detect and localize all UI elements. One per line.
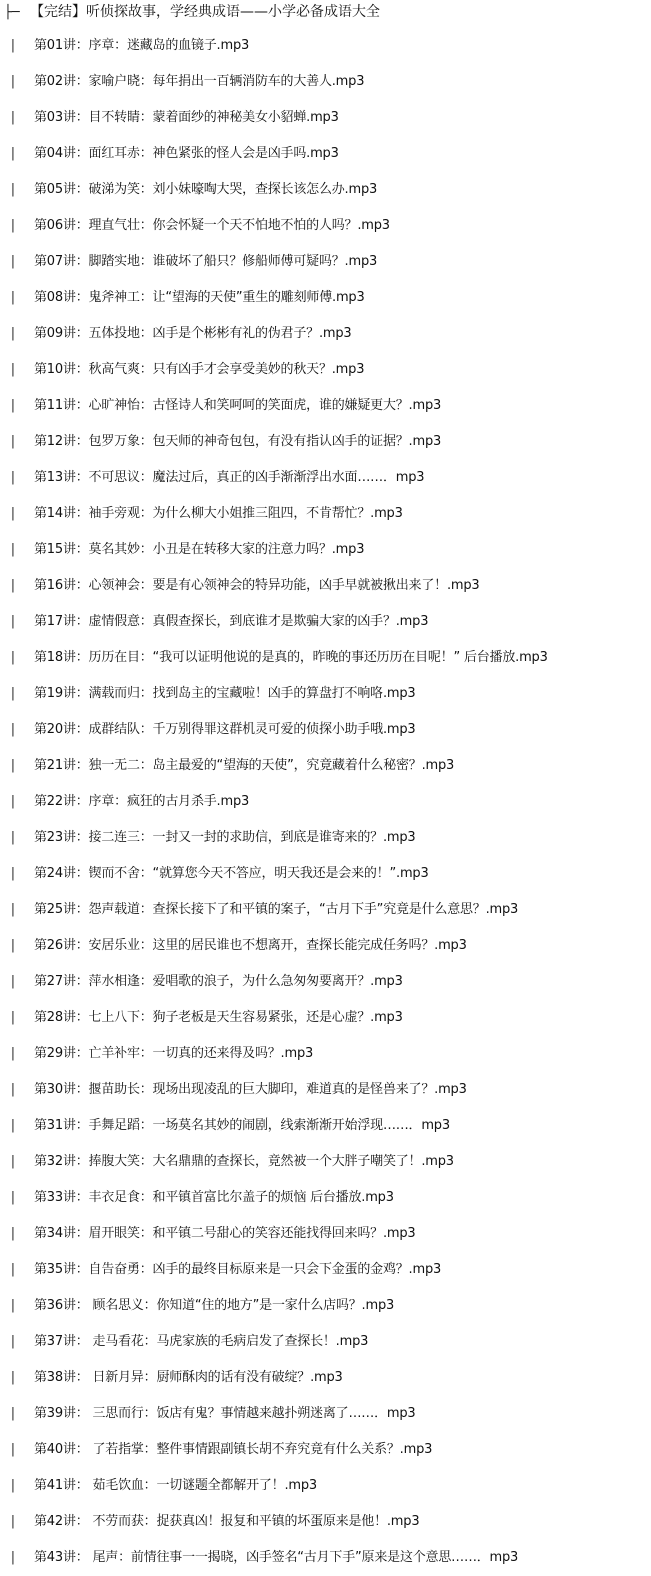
file-name: 第38讲： 日新月异：厨师酥肉的话有没有破绽？.mp3 (34, 1370, 343, 1385)
file-item[interactable] (0, 1144, 651, 1180)
tree-pipe-connector: | (9, 326, 17, 341)
file-item[interactable] (0, 1360, 651, 1396)
file-item[interactable] (0, 568, 651, 604)
file-item[interactable] (0, 1288, 651, 1324)
file-name: 第31讲：手舞足蹈：一场莫名其妙的闹剧，线索渐渐开始浮现……．mp3 (34, 1118, 450, 1133)
tree-pipe-connector: | (9, 1118, 17, 1133)
tree-pipe-connector: | (9, 794, 17, 809)
tree-pipe-connector: | (9, 758, 17, 773)
tree-pipe-connector: | (9, 1550, 17, 1565)
tree-pipe-connector: | (9, 218, 17, 233)
file-item[interactable] (0, 136, 651, 172)
file-item[interactable] (0, 100, 651, 136)
file-name: 第37讲： 走马看花：马虎家族的毛病启发了查探长！.mp3 (34, 1334, 369, 1349)
file-name: 第11讲：心旷神怡：古怪诗人和笑呵呵的笑面虎，谁的嫌疑更大？.mp3 (34, 398, 442, 413)
file-item[interactable] (0, 1540, 651, 1576)
file-name: 第15讲：莫名其妙：小丑是在转移大家的注意力吗？.mp3 (34, 542, 365, 557)
file-name: 第34讲：眉开眼笑：和平镇二号甜心的笑容还能找得回来吗？.mp3 (34, 1226, 416, 1241)
file-item[interactable] (0, 1432, 651, 1468)
file-list (0, 28, 651, 1576)
tree-pipe-connector: | (9, 74, 17, 89)
tree-pipe-connector: | (9, 1298, 17, 1313)
file-name: 第24讲：锲而不舍：“就算您今天不答应，明天我还是会来的！”.mp3 (34, 866, 429, 881)
file-item[interactable] (0, 172, 651, 208)
tree-pipe-connector: | (9, 182, 17, 197)
file-name: 第27讲：萍水相逢：爱唱歌的浪子，为什么急匆匆要离开？.mp3 (34, 974, 403, 989)
file-item[interactable] (0, 1252, 651, 1288)
file-item[interactable] (0, 460, 651, 496)
tree-pipe-connector: | (9, 722, 17, 737)
file-item[interactable] (0, 1396, 651, 1432)
file-item[interactable] (0, 1000, 651, 1036)
file-item[interactable] (0, 1324, 651, 1360)
tree-pipe-connector: | (9, 506, 17, 521)
tree-pipe-connector: | (9, 398, 17, 413)
tree-pipe-connector: | (9, 38, 17, 53)
tree-pipe-connector: | (9, 1406, 17, 1421)
tree-pipe-connector: | (9, 1082, 17, 1097)
tree-pipe-connector: | (9, 362, 17, 377)
tree-pipe-connector: | (9, 1154, 17, 1169)
file-item[interactable] (0, 532, 651, 568)
tree-pipe-connector: | (9, 1226, 17, 1241)
file-name: 第10讲：秋高气爽：只有凶手才会享受美妙的秋天？.mp3 (34, 362, 365, 377)
file-name: 第16讲：心领神会：要是有心领神会的特异功能，凶手早就被揪出来了！.mp3 (34, 578, 480, 593)
file-name: 第39讲： 三思而行：饭店有鬼？事情越来越扑朔迷离了……．mp3 (34, 1406, 416, 1421)
file-item[interactable] (0, 820, 651, 856)
file-name: 第43讲： 尾声：前情往事一一揭晓，凶手签名“古月下手”原来是这个意思……．mp3 (34, 1550, 519, 1565)
file-item[interactable] (0, 388, 651, 424)
tree-pipe-connector: | (9, 146, 17, 161)
file-item[interactable] (0, 208, 651, 244)
file-item[interactable] (0, 892, 651, 928)
file-name: 第33讲：丰衣足食：和平镇首富比尔盖子的烦恼 后台播放.mp3 (34, 1190, 394, 1205)
tree-pipe-connector: | (9, 254, 17, 269)
file-item[interactable] (0, 640, 651, 676)
file-item[interactable] (0, 496, 651, 532)
file-item[interactable] (0, 1216, 651, 1252)
file-name: 第17讲：虚情假意：真假查探长，到底谁才是欺骗大家的凶手？.mp3 (34, 614, 429, 629)
file-name: 第30讲：揠苗助长：现场出现凌乱的巨大脚印，难道真的是怪兽来了？.mp3 (34, 1082, 467, 1097)
file-item[interactable] (0, 1468, 651, 1504)
file-name: 第02讲：家喻户晓：每年捐出一百辆消防车的大善人.mp3 (34, 74, 365, 89)
file-name: 第23讲：接二连三：一封又一封的求助信，到底是谁寄来的？.mp3 (34, 830, 416, 845)
file-item[interactable] (0, 244, 651, 280)
file-name: 第22讲：序章：疯狂的古月杀手.mp3 (34, 794, 250, 809)
file-item[interactable] (0, 1180, 651, 1216)
file-name: 第41讲： 茹毛饮血：一切谜题全都解开了！.mp3 (34, 1478, 317, 1493)
file-item[interactable] (0, 1036, 651, 1072)
tree-pipe-connector: | (9, 1010, 17, 1025)
file-name: 第05讲：破涕为笑：刘小妹嚎啕大哭，查探长该怎么办.mp3 (34, 182, 378, 197)
tree-pipe-connector: | (9, 1514, 17, 1529)
file-item[interactable] (0, 676, 651, 712)
tree-pipe-connector: | (9, 938, 17, 953)
file-name: 第12讲：包罗万象：包天师的神奇包包，有没有指认凶手的证据？.mp3 (34, 434, 442, 449)
file-name: 第28讲：七上八下：狗子老板是天生容易紧张，还是心虚？.mp3 (34, 1010, 403, 1025)
file-item[interactable] (0, 1108, 651, 1144)
tree-pipe-connector: | (9, 578, 17, 593)
tree-pipe-connector: | (9, 1370, 17, 1385)
file-name: 第21讲：独一无二：岛主最爱的“望海的天使”，究竟藏着什么秘密？.mp3 (34, 758, 455, 773)
file-name: 第06讲：理直气壮：你会怀疑一个天不怕地不怕的人吗？.mp3 (34, 218, 390, 233)
file-name: 第19讲：满载而归：找到岛主的宝藏啦！凶手的算盘打不响咯.mp3 (34, 686, 416, 701)
tree-pipe-connector: | (9, 686, 17, 701)
file-name: 第35讲：自告奋勇：凶手的最终目标原来是一只会下金蛋的金鸡？.mp3 (34, 1262, 442, 1277)
tree-pipe-connector: | (9, 434, 17, 449)
file-item[interactable] (0, 712, 651, 748)
tree-pipe-connector: | (9, 614, 17, 629)
file-name: 第40讲： 了若指掌：整件事情跟副镇长胡不弃究竟有什么关系？.mp3 (34, 1442, 433, 1457)
tree-pipe-connector: | (9, 830, 17, 845)
tree-pipe-connector: | (9, 1046, 17, 1061)
tree-pipe-connector: | (9, 902, 17, 917)
tree-pipe-connector: | (9, 866, 17, 881)
tree-pipe-connector: | (9, 650, 17, 665)
file-item[interactable] (0, 1072, 651, 1108)
tree-pipe-connector: | (9, 1478, 17, 1493)
file-name: 第36讲： 顾名思义：你知道“住的地方”是一家什么店吗？.mp3 (34, 1298, 395, 1313)
tree-pipe-connector: | (9, 1262, 17, 1277)
file-name: 第14讲：袖手旁观：为什么柳大小姐推三阻四，不肯帮忙？.mp3 (34, 506, 403, 521)
file-name: 第01讲：序章：迷藏岛的血镜子.mp3 (34, 38, 250, 53)
file-item[interactable] (0, 1504, 651, 1540)
tree-pipe-connector: | (9, 1190, 17, 1205)
file-item[interactable] (0, 352, 651, 388)
file-item[interactable] (0, 928, 651, 964)
file-item[interactable] (0, 856, 651, 892)
tree-pipe-connector: | (9, 1334, 17, 1349)
file-item[interactable] (0, 604, 651, 640)
tree-pipe-connector: | (9, 542, 17, 557)
file-item[interactable] (0, 964, 651, 1000)
file-name: 第04讲：面红耳赤：神色紧张的怪人会是凶手吗.mp3 (34, 146, 339, 161)
file-name: 第09讲：五体投地：凶手是个彬彬有礼的伪君子？.mp3 (34, 326, 352, 341)
file-item[interactable] (0, 748, 651, 784)
tree-pipe-connector: | (9, 110, 17, 125)
file-item[interactable] (0, 784, 651, 820)
tree-pipe-connector: | (9, 290, 17, 305)
file-item[interactable] (0, 64, 651, 100)
file-name: 第25讲：怨声载道：查探长接下了和平镇的案子，“古月下手”究竟是什么意思？.mp3 (34, 902, 519, 917)
file-item[interactable] (0, 280, 651, 316)
file-name: 第03讲：目不转睛：蒙着面纱的神秘美女小貂蝉.mp3 (34, 110, 339, 125)
tree-branch-connector: ├─ (4, 5, 20, 20)
file-name: 第42讲： 不劳而获：捉获真凶！报复和平镇的坏蛋原来是他！.mp3 (34, 1514, 420, 1529)
file-name: 第08讲：鬼斧神工：让“望海的天使”重生的雕刻师傅.mp3 (34, 290, 365, 305)
file-name: 第07讲：脚踏实地：谁破坏了船只？修船师傅可疑吗？.mp3 (34, 254, 378, 269)
file-name: 第20讲：成群结队：千万别得罪这群机灵可爱的侦探小助手哦.mp3 (34, 722, 416, 737)
file-name: 第32讲：捧腹大笑：大名鼎鼎的查探长，竟然被一个大胖子嘲笑了！.mp3 (34, 1154, 454, 1169)
tree-pipe-connector: | (9, 470, 17, 485)
tree-pipe-connector: | (9, 974, 17, 989)
folder-title: 【完结】听侦探故事，学经典成语——小学必备成语大全 (30, 4, 380, 20)
file-item[interactable] (0, 316, 651, 352)
file-name: 第13讲：不可思议：魔法过后，真正的凶手渐渐浮出水面……．mp3 (34, 470, 425, 485)
file-item[interactable] (0, 424, 651, 460)
file-item[interactable] (0, 28, 651, 64)
tree-pipe-connector: | (9, 1442, 17, 1457)
file-name: 第26讲：安居乐业：这里的居民谁也不想离开，查探长能完成任务吗？.mp3 (34, 938, 467, 953)
tree-root-folder[interactable] (4, 2, 380, 22)
file-name: 第29讲：亡羊补牢：一切真的还来得及吗？.mp3 (34, 1046, 314, 1061)
file-name: 第18讲：历历在目：“我可以证明他说的是真的，昨晚的事还历历在目呢！” 后台播放.mp3 (34, 650, 548, 665)
